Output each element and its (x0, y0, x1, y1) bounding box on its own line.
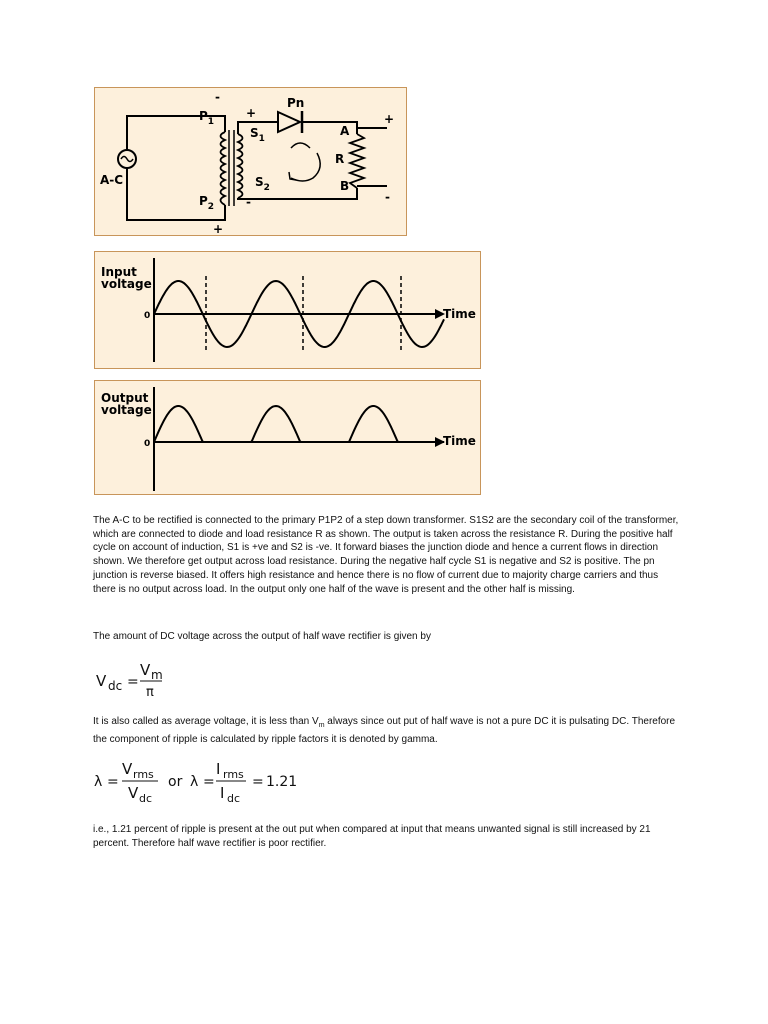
svg-text:dc: dc (108, 679, 123, 693)
output-half-wave (154, 406, 444, 442)
svg-text:V: V (122, 760, 133, 778)
svg-text:V: V (128, 784, 139, 802)
output-zero-label: 0 (144, 439, 151, 449)
svg-text:π: π (146, 685, 154, 700)
secondary-coil (238, 134, 243, 198)
secondary-plus-sign: + (246, 106, 257, 120)
input-voltage-graph (94, 251, 481, 369)
circuit-svg (95, 88, 408, 237)
primary-minus-sign: - (215, 90, 220, 104)
svg-text:V: V (96, 672, 107, 690)
output-ylabel-line1: Output (101, 391, 149, 405)
average-voltage-paragraph: It is also called as average voltage, it is less than $V_m$ always since out put of half wave is not a pure DC it is pulsating DC. Therefore the component of ripple is calculated by ripple factors it is denoted by gamma. (93, 716, 676, 745)
vdc-formula (96, 661, 163, 700)
input-time-label: Time (443, 307, 476, 321)
input-ylabel-line1: Input (101, 265, 137, 279)
s1-label: $S_1$ (250, 126, 265, 144)
svg-text:or: or (168, 774, 183, 790)
svg-text:m: m (151, 668, 163, 682)
output-graph-svg (95, 381, 482, 496)
svg-text:I: I (216, 760, 221, 778)
secondary-minus-sign: - (246, 195, 251, 209)
explanation-paragraph: The A-C to be rectified is connected to the primary P1P2 of a step down transformer. S1S2 are the secondary coil of the transformer, which are connected to diode and load resistance R as shown. The output is taken across the resistance R. During the positive half cycle on account of induction, S1 is +ve and S2 is -ve. It forward biases the junction diode and hence a current flows in direction shown. We therefore get output across load resistance. During the negative half cycle S1 is negative and S2 is positive. The pn junction is reverse biased. It offers high resistance and hence there is no flow of current due to majority charge carriers and thus there is no output across load. In the output only one half of the wave is present and the other half is missing. (93, 515, 679, 595)
svg-text:V: V (140, 661, 151, 679)
input-zero-label: 0 (144, 311, 151, 321)
resistor (350, 134, 364, 188)
svg-text:dc: dc (139, 792, 153, 805)
p1-label: $P_1$ (199, 109, 215, 127)
ripple-factor-formula (94, 760, 297, 805)
dc-voltage-intro: The amount of DC voltage across the output of half wave rectifier is given by (93, 631, 431, 642)
svg-text:rms: rms (133, 768, 154, 781)
output-plus-sign: + (384, 112, 395, 126)
svg-text:dc: dc (227, 792, 241, 805)
output-voltage-graph (94, 380, 481, 495)
p2-label: $P_2$ (199, 194, 215, 212)
svg-text:rms: rms (223, 768, 244, 781)
ac-label: A-C (100, 173, 124, 187)
ripple-conclusion-paragraph: i.e., 1.21 percent of ripple is present at the out put when compared at input that means unwanted signal is still increased by 21 percent. Therefore half wave rectifier is poor rectifier. (93, 824, 651, 849)
current-direction-arrow (291, 153, 320, 181)
svg-text:1.21: 1.21 (266, 774, 298, 790)
resistor-label: R (335, 152, 345, 166)
input-ylabel-line2: voltage (101, 277, 152, 291)
diode-icon (278, 112, 300, 132)
svg-text:λ: λ (190, 774, 199, 790)
output-time-label: Time (443, 434, 476, 448)
input-graph-svg (95, 252, 482, 370)
output-minus-sign: - (385, 190, 390, 204)
output-ylabel-line2: voltage (101, 403, 152, 417)
svg-text:λ: λ (94, 774, 103, 790)
diode-label: Pn (287, 96, 305, 110)
primary-coil (221, 132, 226, 205)
circuit-diagram (94, 87, 407, 236)
svg-text:=: = (203, 774, 215, 790)
terminal-a-label: A (340, 124, 350, 138)
primary-plus-sign: + (213, 222, 224, 236)
svg-text:=: = (127, 674, 139, 690)
svg-text:I: I (220, 784, 225, 802)
s2-label: $S_2$ (255, 175, 270, 193)
terminal-b-label: B (340, 179, 350, 193)
svg-text:=: = (107, 774, 119, 790)
svg-text:=: = (252, 774, 264, 790)
